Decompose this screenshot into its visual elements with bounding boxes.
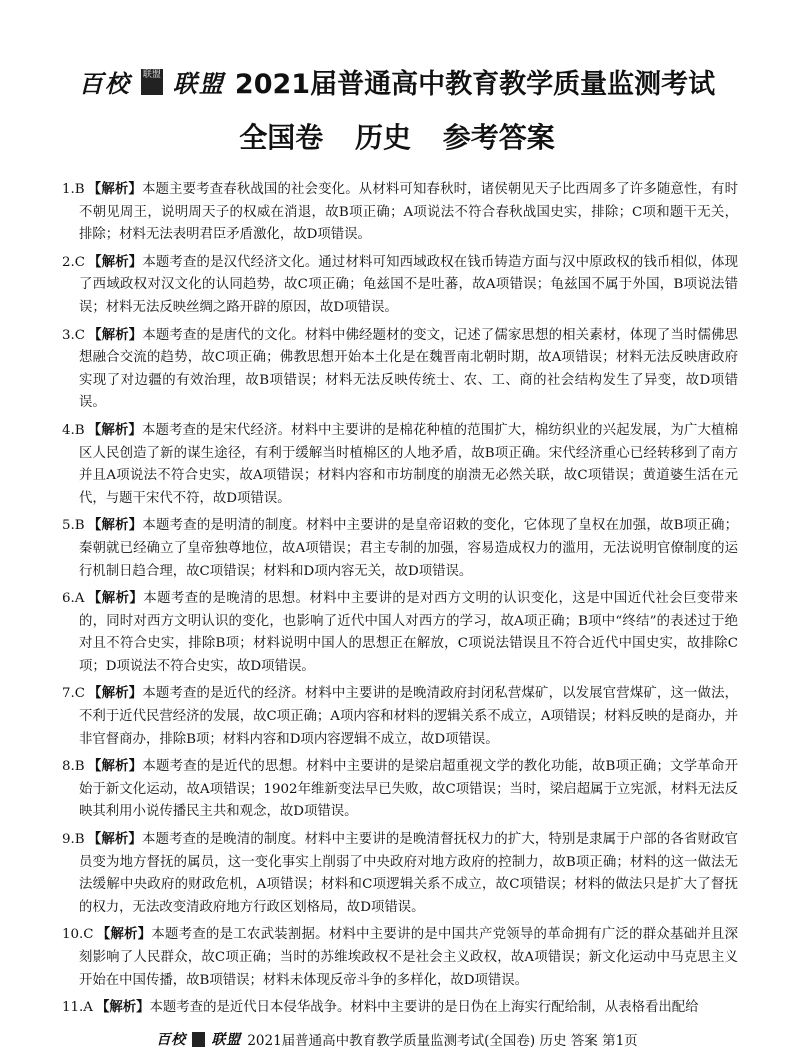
answer-number: 5.: [62, 518, 75, 534]
answer-choice: B: [74, 759, 85, 775]
answer-tag: 【解析】: [95, 999, 150, 1016]
answer-choice: B: [74, 422, 85, 438]
answer-number: 10.: [62, 927, 84, 943]
answer-choice: C: [74, 686, 86, 702]
page-header: [0, 62, 794, 101]
answer-text: 本题考查的是晚清的思想。材料中主要讲的是对西方文明的认识变化，这是中国近代社会巨变带来的，同时对西方文明认识的变化，也影响了近代中国人对西方的学习，故A项正确；B项中“终结”的表述过于绝对且不符合史实，排除B项；材料说明中国人的思想正在解放，C项说法错误且不符合近代中国史实，故排除C项；D项说法不符合史实，故D项错误。: [79, 591, 739, 674]
answer-tag: 【解析】: [87, 758, 143, 775]
answer-tag: 【解析】: [87, 421, 142, 438]
brand-logo-text-2: 联盟: [172, 69, 225, 98]
document-subtitle: 全国卷 历史 参考答案: [239, 121, 555, 154]
answer-tag: 【解析】: [87, 517, 143, 534]
answer-tag: 【解析】: [88, 253, 143, 270]
answer-item: [62, 514, 738, 583]
answer-choice: B: [74, 832, 85, 848]
answer-list: [62, 178, 738, 1024]
answer-choice: A: [74, 591, 85, 607]
answer-text: 本题考查的是工农武装割据。材料中主要讲的是中国共产党领导的革命拥有广泛的群众基础并且深刻影响了人民群众，故C项正确；当时的苏维埃政权不是社会主义政权，故A项错误；新文化运动中马克思主义开始在中国传播，故B项错误；材料未体现反帝斗争的多样化，故D项错误。: [79, 927, 739, 988]
answer-text: 本题考查的是宋代经济。材料中主要讲的是棉花种植的范围扩大，棉纺织业的兴起发展，为广大植棉区人民创造了新的谋生途径，有利于缓解当时植棉区的人地矛盾，故B项正确。宋代经济重心已经转移到了南方并且A项说法不符合史实，故A项错误；材料内容和市坊制度的崩溃无必然关联，故C项错误；黄道婆生活在元代，与题干宋代不符，故D项错误。: [79, 422, 738, 506]
answer-item: [62, 324, 738, 415]
answer-item: [62, 251, 738, 320]
answer-number: 7.: [62, 686, 75, 702]
answer-text: 本题考查的是近代的思想。材料中主要讲的是梁启超重视文学的教化功能，故B项正确；文学革命开始于新文化运动，故A项错误；1902年维新变法早已失败，故C项错误；当时，梁启超属于立宪派，材料无法反映其利用小说传播民主共和观念，故D项错误。: [79, 759, 739, 820]
answer-choice: A: [83, 1000, 93, 1016]
answer-item: [62, 682, 738, 751]
answer-item: [62, 923, 738, 992]
footer-text: 2021届普通高中教育教学质量监测考试(全国卷) 历史 答案 第1页: [247, 1033, 638, 1049]
answer-number: 9.: [62, 832, 75, 848]
footer-brand-text: 百校: [156, 1032, 187, 1048]
answer-text: 本题主要考查春秋战国的社会变化。从材料可知春秋时，诸侯朝见天子比西周多了许多随意性，有时不朝见周王，说明周天子的权威在消退，故B项正确；A项说法不符合春秋战国史实，排除；C项和题干无关，排除；材料无法表明君臣矛盾激化，故D项错误。: [79, 182, 738, 243]
page-footer: [0, 1029, 794, 1049]
answer-number: 2.: [62, 254, 75, 270]
footer-seal-icon: [192, 1032, 205, 1047]
answer-tag: 【解析】: [87, 831, 142, 848]
answer-item: [62, 996, 738, 1020]
exam-title: 2021届普通高中教育教学质量监测考试: [234, 69, 716, 100]
answer-tag: 【解析】: [87, 181, 142, 197]
answer-item: [62, 755, 738, 824]
answer-text: 本题考查的是唐代的文化。材料中佛经题材的变文，记述了儒家思想的相关素材，体现了当时儒佛思想融合交流的趋势，故C项正确；佛教思想开始本土化是在魏晋南北朝时期，故A项错误；材料无法反映唐政府实现了对边疆的有效治理，故B项错误；材料无法反映传统士、农、工、商的社会结构发生了异变，故D项错误。: [79, 327, 739, 411]
answer-choice: C: [74, 254, 86, 270]
answer-tag: 【解析】: [88, 326, 143, 343]
seal-icon: 联盟: [141, 69, 163, 95]
answer-number: 3.: [62, 327, 75, 343]
answer-item: [62, 178, 738, 247]
answer-item: [62, 419, 738, 510]
footer-brand-text-2: 联盟: [211, 1032, 242, 1048]
answer-choice: B: [74, 182, 85, 197]
answer-number: 11.: [62, 1000, 84, 1016]
answer-item: [62, 828, 738, 919]
answer-number: 6.: [62, 591, 75, 607]
answer-number: 1.: [62, 182, 75, 197]
answer-text: 本题考查的是晚清的制度。材料中主要讲的是晚清督抚权力的扩大，特别是隶属于户部的各省财政官员变为地方督抚的属员，这一变化事实上削弱了中央政府对地方政府的控制力，故B项正确；材料的这一做法无法缓解中央政府的财政危机，A项错误；材料和C项逻辑关系不成立，故C项错误；材料的做法只是扩大了督抚的权力，无法改变清政府地方行政区划格局，故D项错误。: [79, 832, 738, 915]
brand-logo-text: 百校: [78, 69, 131, 98]
answer-text: 本题考查的是明清的制度。材料中主要讲的是皇帝诏敕的变化，它体现了皇权在加强，故B项正确；秦朝就已经确立了皇帝独尊地位，故A项错误；君主专制的加强，容易造成权力的滥用，无法说明官僚制度的运行机制日趋合理，故C项错误；材料和D项内容无关，故D项错误。: [79, 518, 739, 579]
answer-tag: 【解析】: [96, 926, 152, 943]
answer-item: [62, 587, 738, 678]
answer-number: 4.: [62, 422, 75, 438]
answer-text: 本题考查的是近代的经济。材料中主要讲的是晚清政府封闭私营煤矿，以发展官营煤矿，这一做法，不利于近代民营经济的发展，故C项正确；A项内容和材料的逻辑关系不成立，A项错误；材料反映的是商办，并非官督商办，排除B项；材料内容和D项内容逻辑不成立，故D项错误。: [79, 686, 739, 747]
answer-tag: 【解析】: [87, 590, 144, 607]
answer-text: 本题考查的是汉代经济文化。通过材料可知西域政权在钱币铸造方面与汉中原政权的钱币相似，体现了西域政权对汉文化的认同趋势，故C项正确；龟兹国不是吐蕃，故A项错误；龟兹国不属于外国，B项说法错误；材料无法反映丝绸之路开辟的原因，故D项错误。: [79, 254, 739, 315]
answer-text: 本题考查的是近代日本侵华战争。材料中主要讲的是日伪在上海实行配给制，从表格看出配给: [149, 1000, 699, 1016]
answer-choice: C: [83, 927, 94, 943]
answer-choice: C: [74, 327, 86, 343]
answer-tag: 【解析】: [88, 685, 143, 702]
answer-number: 8.: [62, 759, 75, 775]
answer-choice: B: [74, 518, 85, 534]
